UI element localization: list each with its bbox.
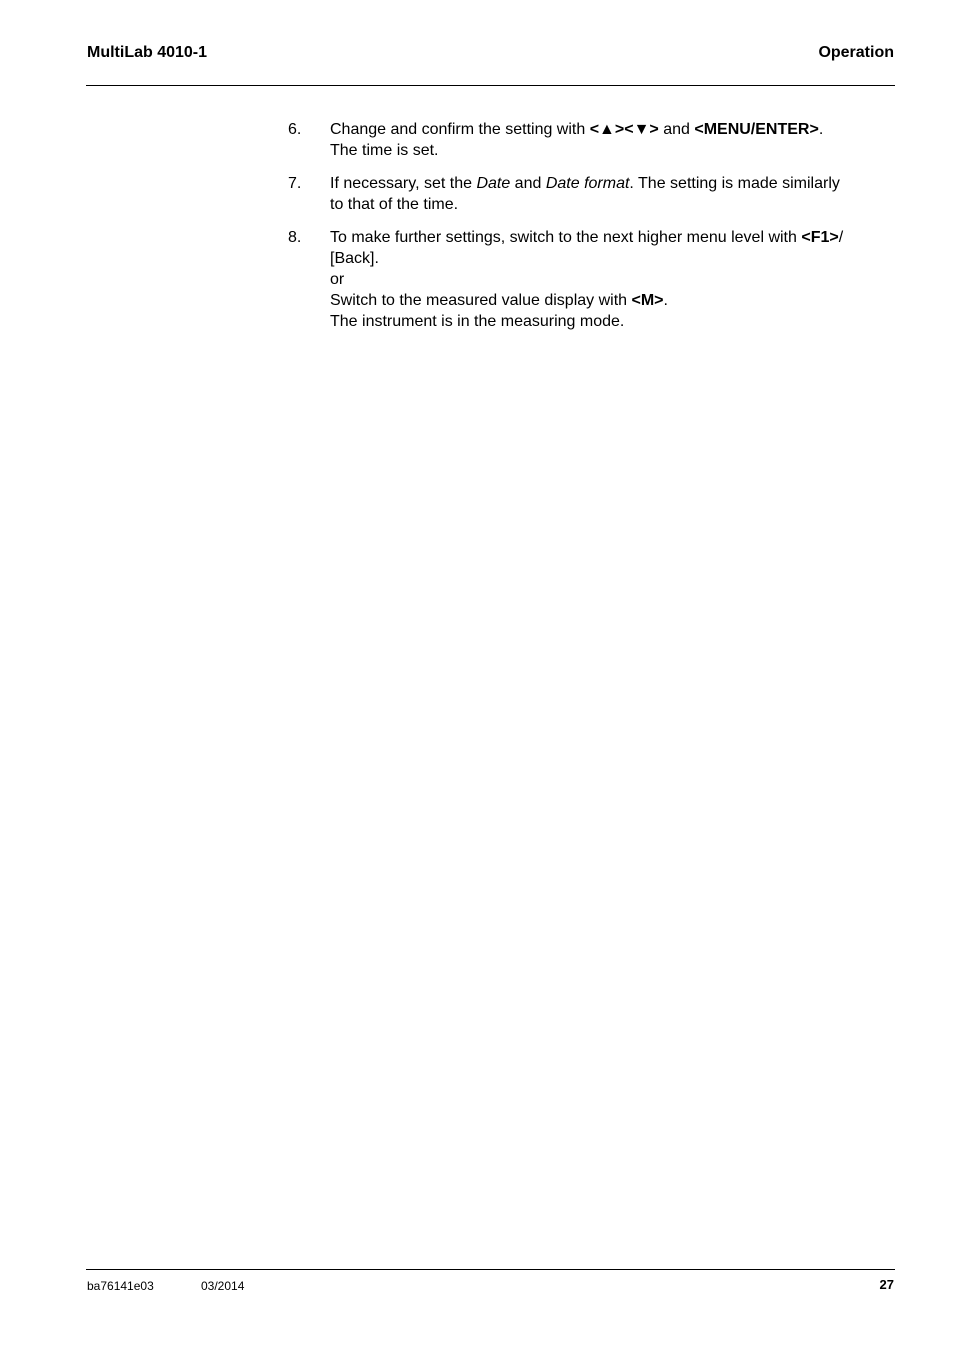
step-line: Change and confirm the setting with <▲><▼> and <MENU/ENTER>. (330, 121, 824, 138)
header-product-name: MultiLab 4010-1 (87, 44, 208, 61)
step-number: 6. (288, 121, 302, 138)
step-8 (288, 227, 898, 332)
key-f1: <F1> (801, 229, 839, 246)
footer-divider (86, 1269, 895, 1270)
term-date-format: Date format (545, 175, 630, 192)
footer-document-id: ba76141e03 (87, 1279, 154, 1293)
instruction-steps (288, 119, 898, 344)
key-menu-enter: <MENU/ENTER> (694, 121, 819, 138)
term-date: Date (476, 175, 511, 192)
step-line: To make further settings, switch to the next higher menu level with <F1>/ (330, 229, 844, 246)
key-arrow-up-down: <▲><▼> (589, 121, 659, 138)
header-divider (86, 85, 895, 86)
page-number: 27 (879, 1277, 894, 1292)
step-line: If necessary, set the Date and Date format. The setting is made similarly (330, 175, 840, 192)
step-number: 7. (288, 175, 302, 192)
step-7 (288, 173, 898, 215)
footer-date: 03/2014 (201, 1279, 245, 1293)
step-line: The time is set. (330, 142, 439, 159)
step-6 (288, 119, 898, 161)
step-line: [Back]. (330, 250, 379, 267)
step-line: Switch to the measured value display with <M>. (330, 292, 668, 309)
step-line: or (330, 271, 345, 288)
key-m: <M> (631, 292, 664, 309)
header-section-title: Operation (818, 44, 894, 61)
step-number: 8. (288, 229, 302, 246)
step-line: The instrument is in the measuring mode. (330, 313, 625, 330)
step-line: to that of the time. (330, 196, 459, 213)
